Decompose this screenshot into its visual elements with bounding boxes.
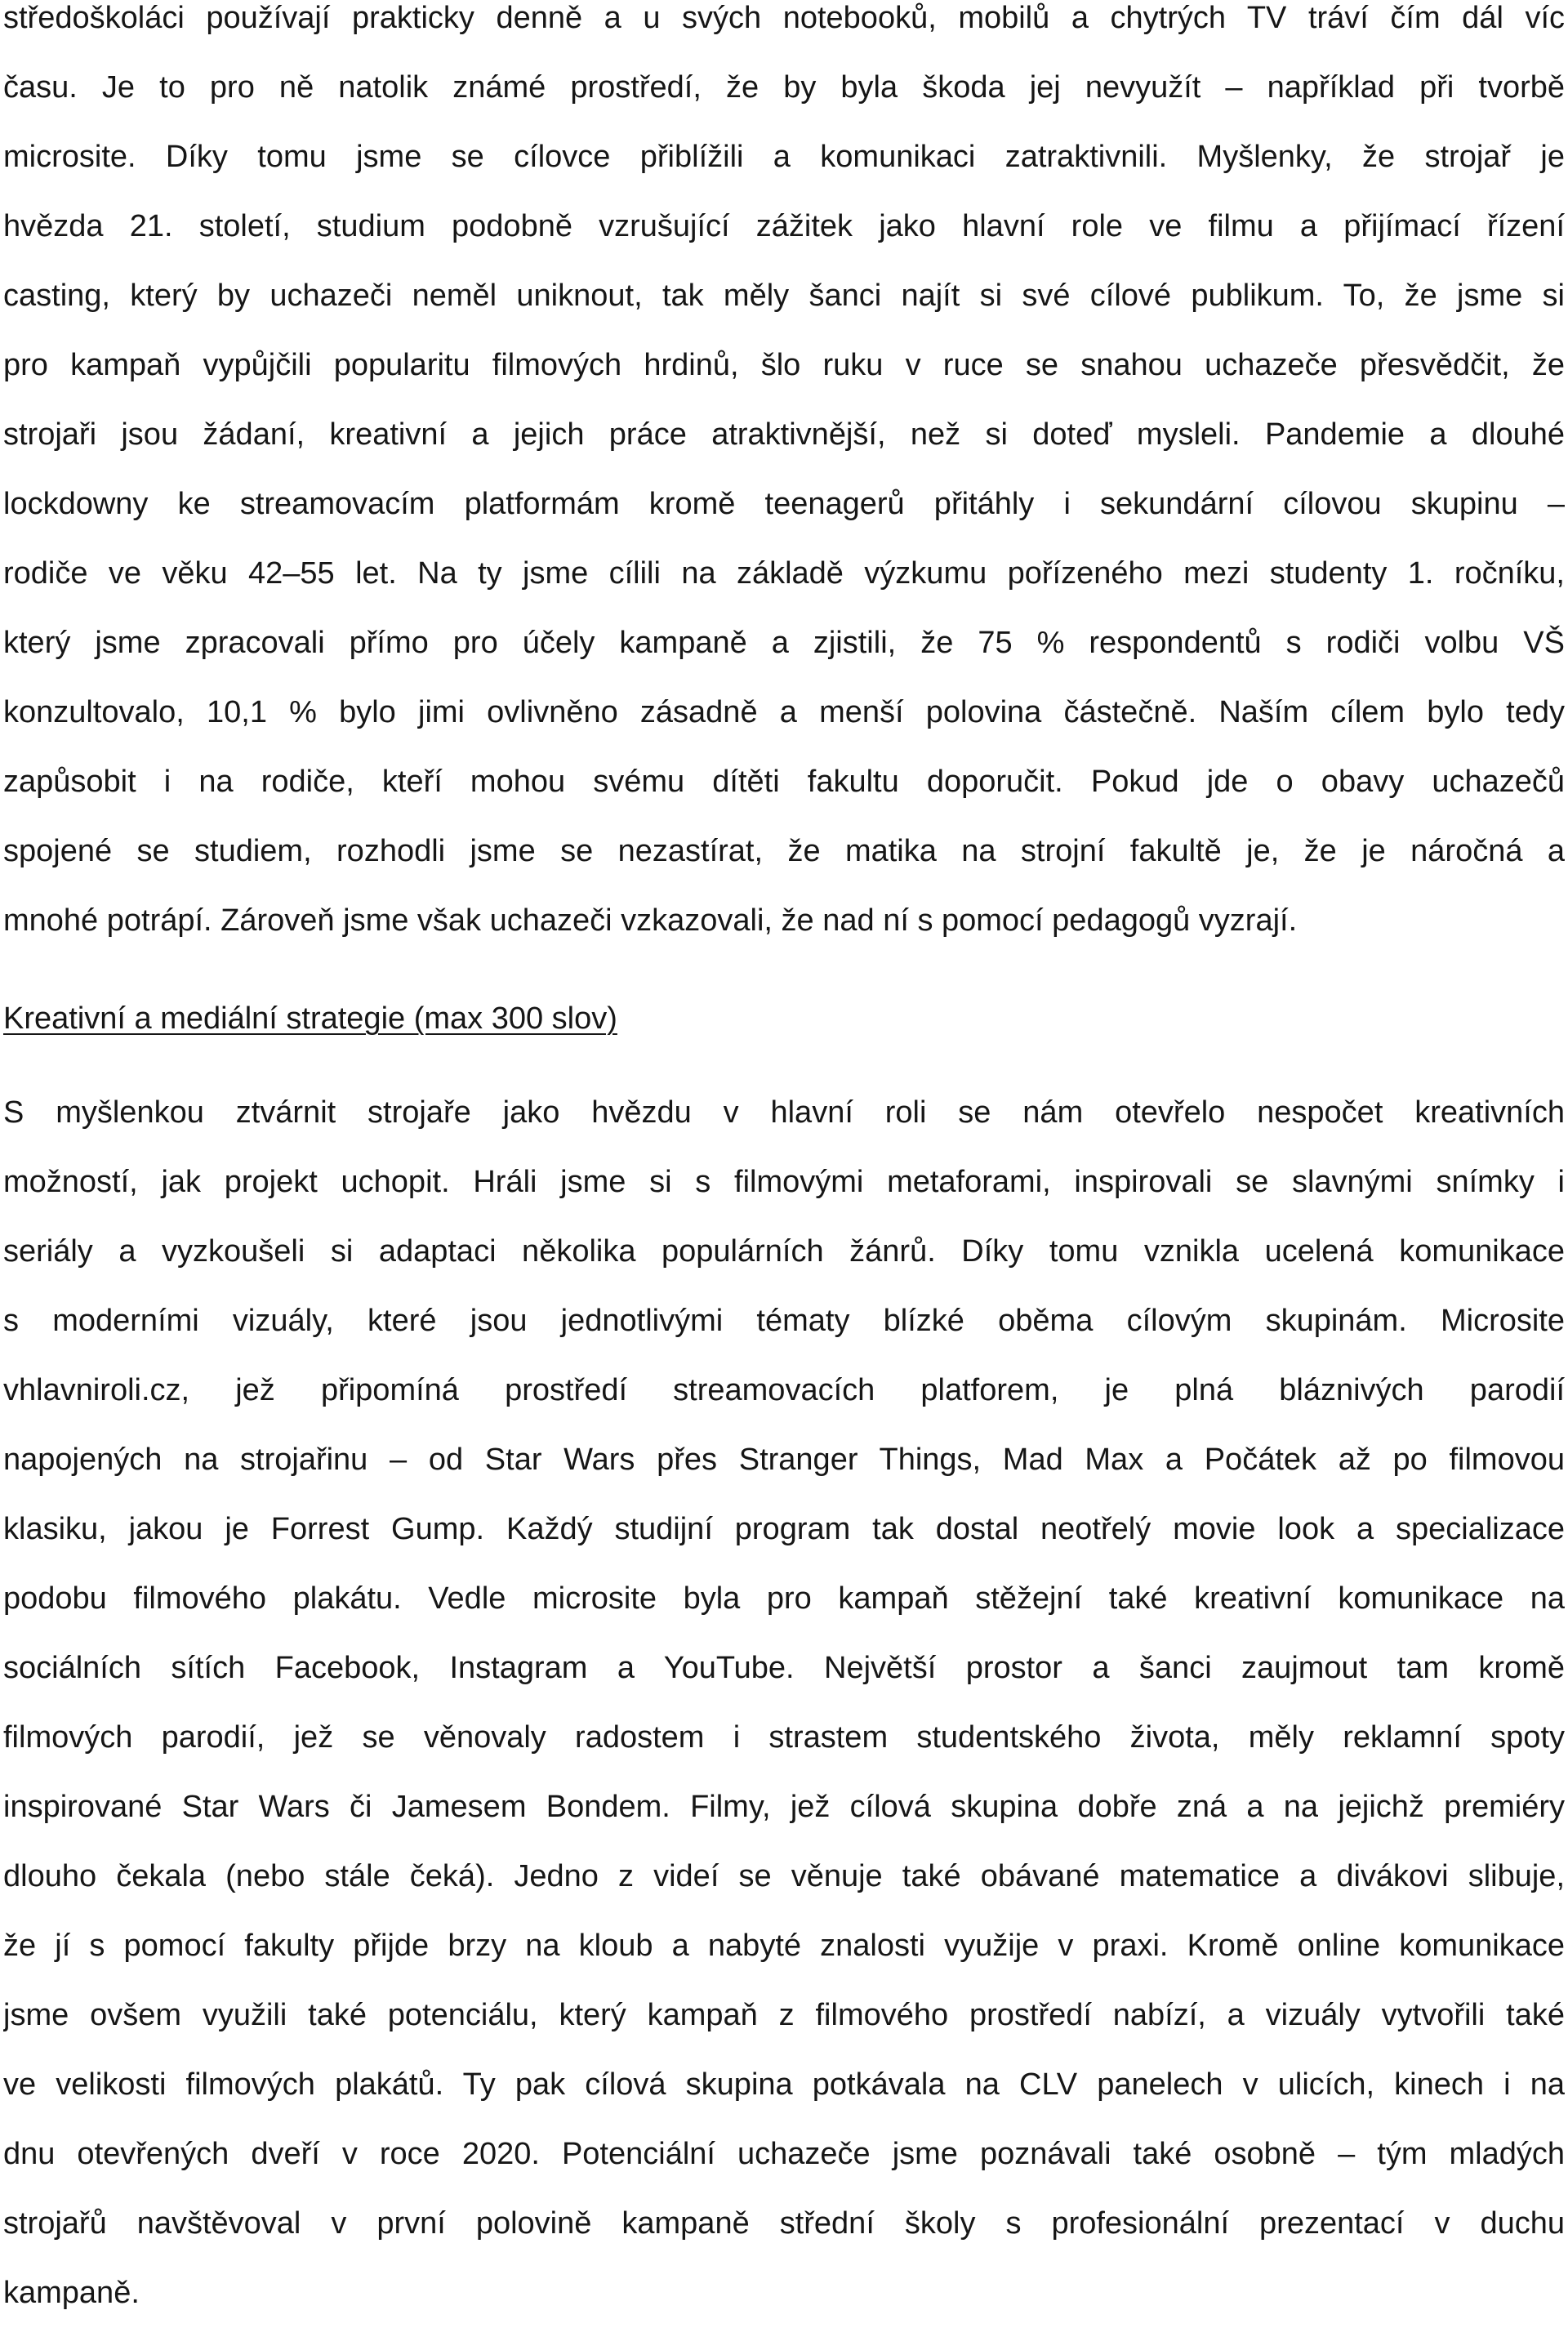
text-line: pro kampaň vypůjčili popularitu filmových hrdinů, šlo ruku v ruce se snahou uchazeče přesvědčit, že (3, 348, 1565, 382)
text-line: podobu filmového plakátu. Vedle microsite byla pro kampaň stěžejní také kreativní komunikace na (3, 1581, 1565, 1616)
text-line: že jí s pomocí fakulty přijde brzy na kloub a nabyté znalosti využije v praxi. Kromě online komunikace (3, 1929, 1565, 1963)
text-line: hvězda 21. století, studium podobně vzrušující zážitek jako hlavní role ve filmu a přijímací řízení (3, 209, 1565, 243)
text-line: s moderními vizuály, které jsou jednotlivými tématy blízké oběma cílovým skupinám. Microsite (3, 1304, 1565, 1338)
text-line: kampaně. (3, 2276, 140, 2310)
text-line: mnohé potrápí. Zároveň jsme však uchazeči vzkazovali, že nad ní s pomocí pedagogů vyzrají. (3, 903, 1298, 938)
text-line: spojené se studiem, rozhodli jsme se nezastírat, že matika na strojní fakultě je, že je náročná a (3, 834, 1565, 868)
text-line: microsite. Díky tomu jsme se cílovce přiblížili a komunikaci zatraktivnili. Myšlenky, že strojař je (3, 140, 1565, 174)
section-heading: Kreativní a mediální strategie (max 300 slov) (3, 1001, 617, 1036)
text-line: lockdowny ke streamovacím platformám kromě teenagerů přitáhly i sekundární cílovou skupinu – (3, 487, 1565, 521)
text-line: strojařů navštěvoval v první polovině kampaně střední školy s profesionální prezentací v duchu (3, 2206, 1565, 2241)
text-line: sociálních sítích Facebook, Instagram a YouTube. Největší prostor a šanci zaujmout tam kromě (3, 1651, 1565, 1685)
text-line: S myšlenkou ztvárnit strojaře jako hvězdu v hlavní roli se nám otevřelo nespočet kreativních (3, 1095, 1565, 1130)
text-line: jsme ovšem využili také potenciálu, který kampaň z filmového prostředí nabízí, a vizuály vytvořili také (3, 1998, 1565, 2032)
text-line: vhlavniroli.cz, jež připomíná prostředí streamovacích platforem, je plná bláznivých parodií (3, 1373, 1565, 1407)
text-line: možností, jak projekt uchopit. Hráli jsme si s filmovými metaforami, inspirovali se slavnými snímky i (3, 1165, 1565, 1199)
text-line: filmových parodií, jež se věnovaly radostem i strastem studentského života, měly reklamní spoty (3, 1720, 1565, 1755)
text-line: strojaři jsou žádaní, kreativní a jejich práce atraktivnější, než si doteď mysleli. Pandemie a dlouhé (3, 417, 1565, 452)
text-line: klasiku, jakou je Forrest Gump. Každý studijní program tak dostal neotřelý movie look a specializace (3, 1512, 1565, 1546)
text-line: seriály a vyzkoušeli si adaptaci několika populárních žánrů. Díky tomu vznikla ucelená komunikace (3, 1234, 1565, 1269)
text-line: inspirované Star Wars či Jamesem Bondem. Filmy, jež cílová skupina dobře zná a na jejichž premiéry (3, 1790, 1565, 1824)
text-line: času. Je to pro ně natolik známé prostředí, že by byla škoda jej nevyužít – například při tvorbě (3, 70, 1565, 105)
text-line: rodiče ve věku 42–55 let. Na ty jsme cílili na základě výzkumu pořízeného mezi studenty 1. ročníku, (3, 556, 1565, 591)
text-line: ve velikosti filmových plakátů. Ty pak cílová skupina potkávala na CLV panelech v ulicích, kinech i na (3, 2067, 1565, 2102)
text-line: který jsme zpracovali přímo pro účely kampaně a zjistili, že 75 % respondentů s rodiči volbu VŠ (3, 626, 1565, 660)
text-line: casting, který by uchazeči neměl uniknout, tak měly šanci najít si své cílové publikum. To, že jsme si (3, 279, 1565, 313)
paragraph-2 (3, 1078, 1565, 2328)
text-line: dnu otevřených dveří v roce 2020. Potenciální uchazeče jsme poznávali také osobně – tým mladých (3, 2137, 1565, 2171)
text-line: zapůsobit i na rodiče, kteří mohou svému dítěti fakultu doporučit. Pokud jde o obavy uchazečů (3, 765, 1565, 799)
text-line: konzultovalo, 10,1 % bylo jimi ovlivněno zásadně a menší polovina částečně. Naším cílem bylo tedy (3, 695, 1565, 729)
text-line: středoškoláci používají prakticky denně a u svých notebooků, mobilů a chytrých TV tráví čím dál víc (3, 1, 1565, 35)
text-line: dlouho čekala (nebo stále čeká). Jedno z videí se věnuje také obávané matematice a divákovi slibuje, (3, 1859, 1565, 1893)
paragraph-1 (3, 0, 1565, 956)
text-line: napojených na strojařinu – od Star Wars přes Stranger Things, Mad Max a Počátek až po filmovou (3, 1443, 1565, 1477)
